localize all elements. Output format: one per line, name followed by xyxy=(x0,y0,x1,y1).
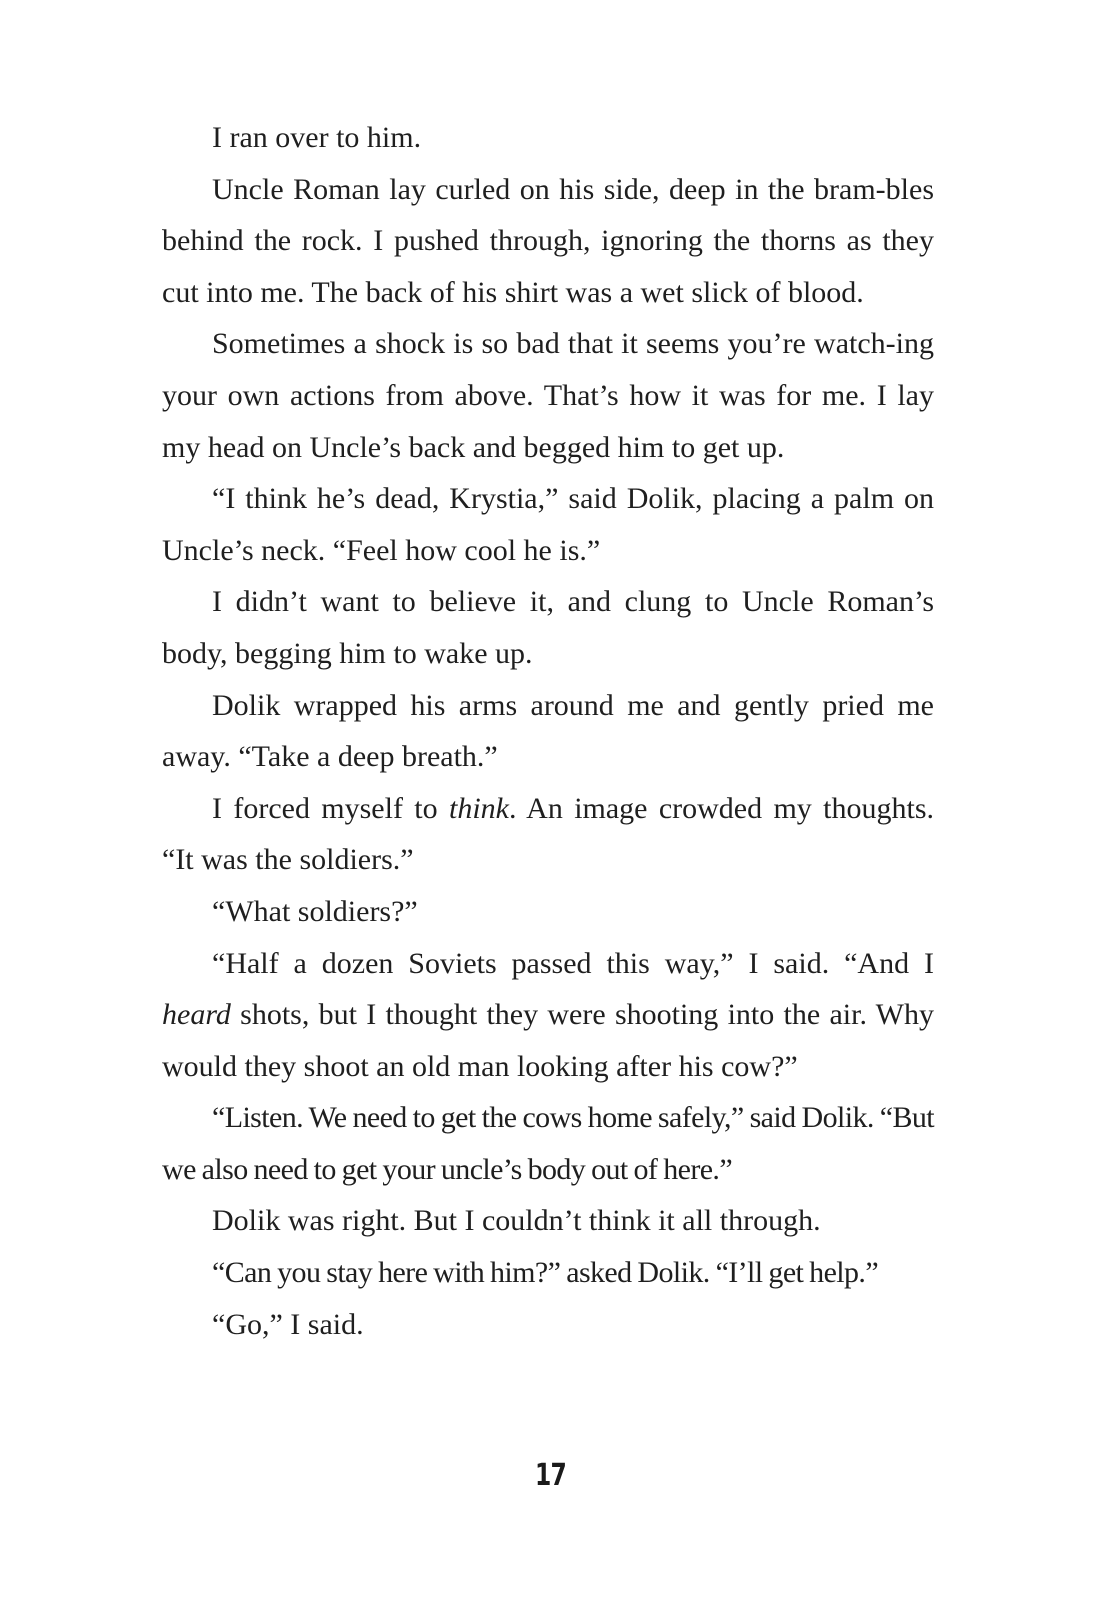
paragraph-9 xyxy=(162,938,934,1093)
paragraph-9-text-after: shots, but I thought they were shooting into the air. Why would they shoot an old man looking after his cow?” xyxy=(162,998,934,1083)
paragraph-2: Uncle Roman lay curled on his side, deep in the bram-bles behind the rock. I pushed through, ignoring the thorns as they cut into me. The back of his shirt was a wet slick of blood. xyxy=(162,172,934,309)
paragraph-11: Dolik was right. But I couldn’t think it all through. xyxy=(212,1204,821,1238)
paragraph-5: I didn’t want to believe it, and clung to Uncle Roman’s body, begging him to wake up. xyxy=(162,585,934,670)
paragraph-9-emphasis: heard xyxy=(162,998,231,1032)
page-number: 17 xyxy=(534,1458,567,1493)
paragraph-8: “What soldiers?” xyxy=(212,894,418,928)
paragraph-13: “Go,” I said. xyxy=(212,1307,364,1341)
paragraph-3: Sometimes a shock is so bad that it seems you’re watch-ing your own actions from above. That’s how it was for me. I lay my head on Uncle’s back and begged him to get up. xyxy=(162,327,934,464)
paragraph-9-text-before: “Half a dozen Soviets passed this way,” I said. “And I xyxy=(212,946,934,980)
paragraph-7 xyxy=(162,783,934,886)
body-text xyxy=(162,112,934,1350)
paragraph-7-emphasis: think xyxy=(448,791,509,825)
paragraph-6: Dolik wrapped his arms around me and gently pried me away. “Take a deep breath.” xyxy=(162,688,934,774)
paragraph-12: “Can you stay here with him?” asked Dolik. “I’ll get help.” xyxy=(212,1256,879,1290)
paragraph-7-text-after: . An image crowded my thoughts. “It was the soldiers.” xyxy=(162,791,934,877)
paragraph-10: “Listen. We need to get the cows home safely,” said Dolik. “But we also need to get your uncle’s body out of here.” xyxy=(162,1101,934,1186)
paragraph-1: I ran over to him. xyxy=(212,121,422,154)
paragraph-4: “I think he’s dead, Krystia,” said Dolik, placing a palm on Uncle’s neck. “Feel how cool he is.” xyxy=(162,482,934,567)
paragraph-7-text-before: I forced myself to xyxy=(212,791,449,825)
